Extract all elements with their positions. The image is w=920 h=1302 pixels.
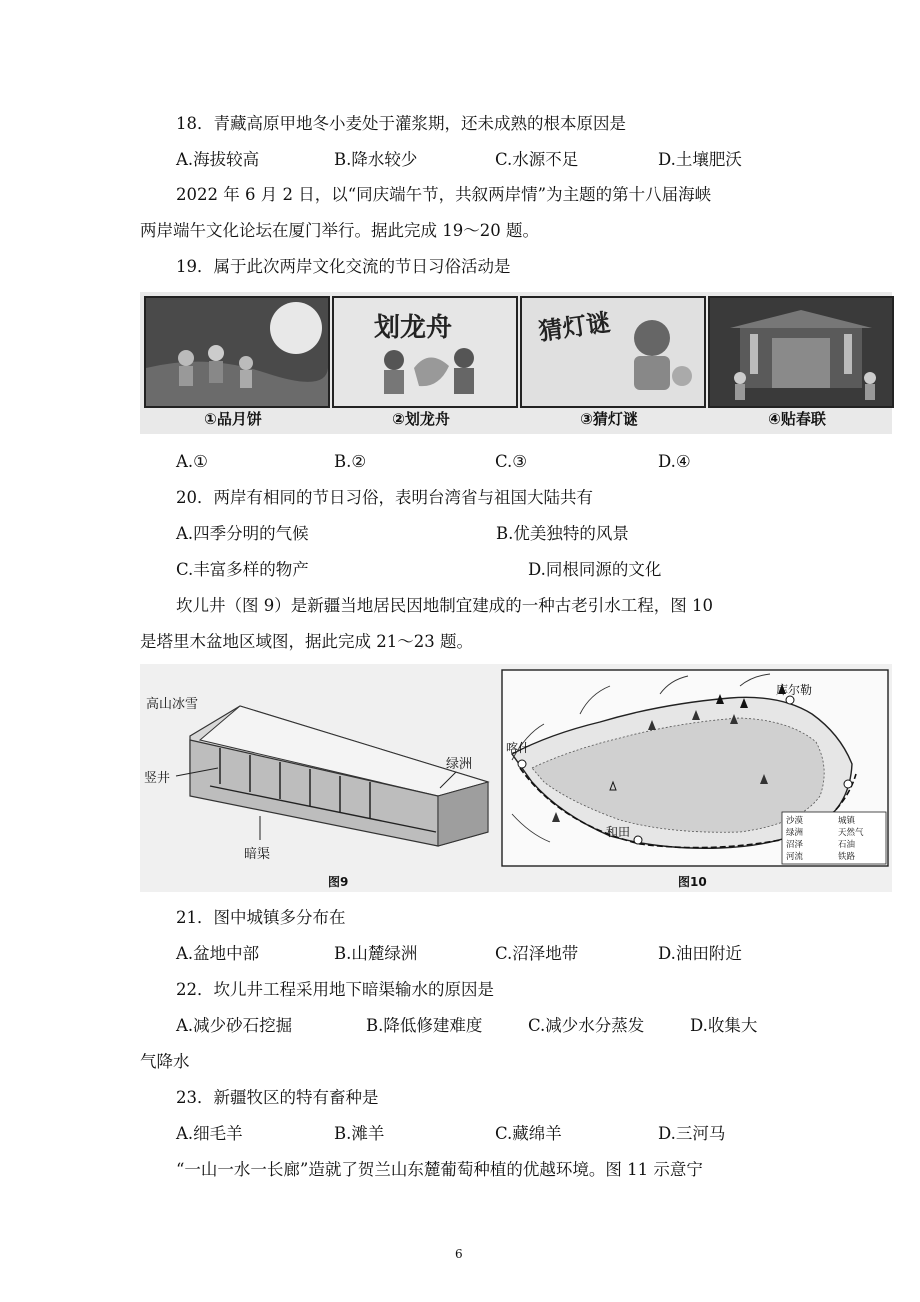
closing-line1: “一山一水一长廊”造就了贺兰山东麓葡萄种植的优越环境。图 11 示意宁	[176, 1160, 703, 1179]
q18-stem: 18．青藏高原甲地冬小麦处于灌浆期，还未成熟的根本原因是	[176, 114, 626, 133]
fig9-label-shaft: 竖井	[144, 771, 171, 786]
legend-railway: 铁路	[838, 852, 856, 862]
photo-lantern-riddles	[520, 296, 706, 408]
legend-natural-gas: 天然气	[838, 828, 864, 838]
fig10-place-hotan: 和田	[606, 825, 631, 839]
legend-town: 城镇	[838, 816, 856, 826]
photo-caption-1: ①品月饼	[204, 410, 262, 428]
q23-stem: 23．新疆牧区的特有畜种是	[176, 1088, 379, 1107]
q22-option-c: C.减少水分蒸发	[528, 1016, 645, 1035]
q21-option-b: B.山麓绿洲	[334, 944, 418, 963]
q20-option-b: B.优美独特的风景	[496, 524, 629, 543]
legend-desert: 沙漠	[786, 816, 804, 826]
q23-option-b: B.滩羊	[334, 1124, 385, 1143]
q23-option-a: A.细毛羊	[176, 1124, 243, 1143]
q23-option-c: C.藏绵羊	[495, 1124, 562, 1143]
figure-svg	[140, 664, 892, 892]
photo-spring-couplets	[708, 296, 894, 408]
q19-option-c: C.③	[495, 452, 528, 471]
q22-option-d: D.收集大	[690, 1016, 758, 1035]
q21-option-c: C.沼泽地带	[495, 944, 579, 963]
fig9-label-oasis: 绿洲	[446, 757, 473, 772]
q20-option-d: D.同根同源的文化	[528, 560, 662, 579]
photo-caption-4: ④贴春联	[768, 410, 826, 428]
q18-option-b: B.降水较少	[334, 150, 418, 169]
q19-image-strip	[140, 292, 892, 434]
q22-option-b: B.降低修建难度	[366, 1016, 483, 1035]
legend-river: 河流	[786, 852, 804, 862]
q19-option-d: D.④	[658, 452, 691, 471]
intro-19-20-line2: 两岸端午文化论坛在厦门举行。据此完成 19～20 题。	[140, 221, 539, 240]
intro-19-20-line1: 2022 年 6 月 2 日，以“同庆端午节，共叙两岸情”为主题的第十八届海峡	[176, 185, 712, 204]
q21-stem: 21．图中城镇多分布在	[176, 908, 346, 927]
q21-option-a: A.盆地中部	[176, 944, 260, 963]
fig10-place-korla: 库尔勒	[776, 683, 813, 697]
fig10-place-kashgar: 喀什	[506, 741, 531, 755]
figure-9	[144, 696, 488, 889]
legend-oasis: 绿洲	[786, 828, 804, 838]
photo-caption-3: ③猜灯谜	[580, 410, 638, 428]
photo-caption-2: ②划龙舟	[392, 410, 450, 428]
q19-option-b: B.②	[334, 452, 367, 471]
q20-option-c: C.丰富多样的物产	[176, 560, 309, 579]
q23-option-d: D.三河马	[658, 1124, 726, 1143]
intro-21-23-line1: 坎儿井（图 9）是新疆当地居民因地制宜建成的一种古老引水工程，图 10	[176, 596, 713, 615]
photo-dragon-boat	[332, 296, 518, 408]
q20-stem: 20．两岸有相同的节日习俗，表明台湾省与祖国大陆共有	[176, 488, 593, 507]
q19-option-a: A.①	[176, 452, 208, 471]
q18-option-a: A.海拔较高	[176, 150, 260, 169]
fig10-caption: 图10	[678, 875, 707, 889]
q18-option-d: D.土壤肥沃	[658, 150, 742, 169]
fig9-caption: 图9	[328, 875, 349, 889]
legend-oil: 石油	[838, 840, 856, 850]
fig9-label-glacier: 高山冰雪	[146, 697, 199, 712]
q18-option-c: C.水源不足	[495, 150, 579, 169]
q19-stem: 19．属于此次两岸文化交流的节日习俗活动是	[176, 257, 511, 276]
q20-option-a: A.四季分明的气候	[176, 524, 309, 543]
legend-swamp: 沼泽	[786, 840, 804, 850]
q21-option-d: D.油田附近	[658, 944, 742, 963]
figure-10	[502, 670, 888, 889]
figure-9-10-strip	[140, 664, 892, 892]
page-number: 6	[455, 1247, 463, 1261]
intro-21-23-line2: 是塔里木盆地区域图，据此完成 21～23 题。	[140, 632, 473, 651]
photo-lantern-riddles-title: 猜灯谜	[536, 308, 613, 346]
q22-stem: 22．坎儿井工程采用地下暗渠输水的原因是	[176, 980, 494, 999]
q22-continuation: 气降水	[140, 1052, 190, 1071]
q22-option-a: A.减少砂石挖掘	[176, 1016, 293, 1035]
fig9-label-channel: 暗渠	[244, 847, 271, 862]
photo-dragon-boat-title: 划龙舟	[374, 313, 453, 343]
photo-moon-festival	[144, 296, 330, 408]
